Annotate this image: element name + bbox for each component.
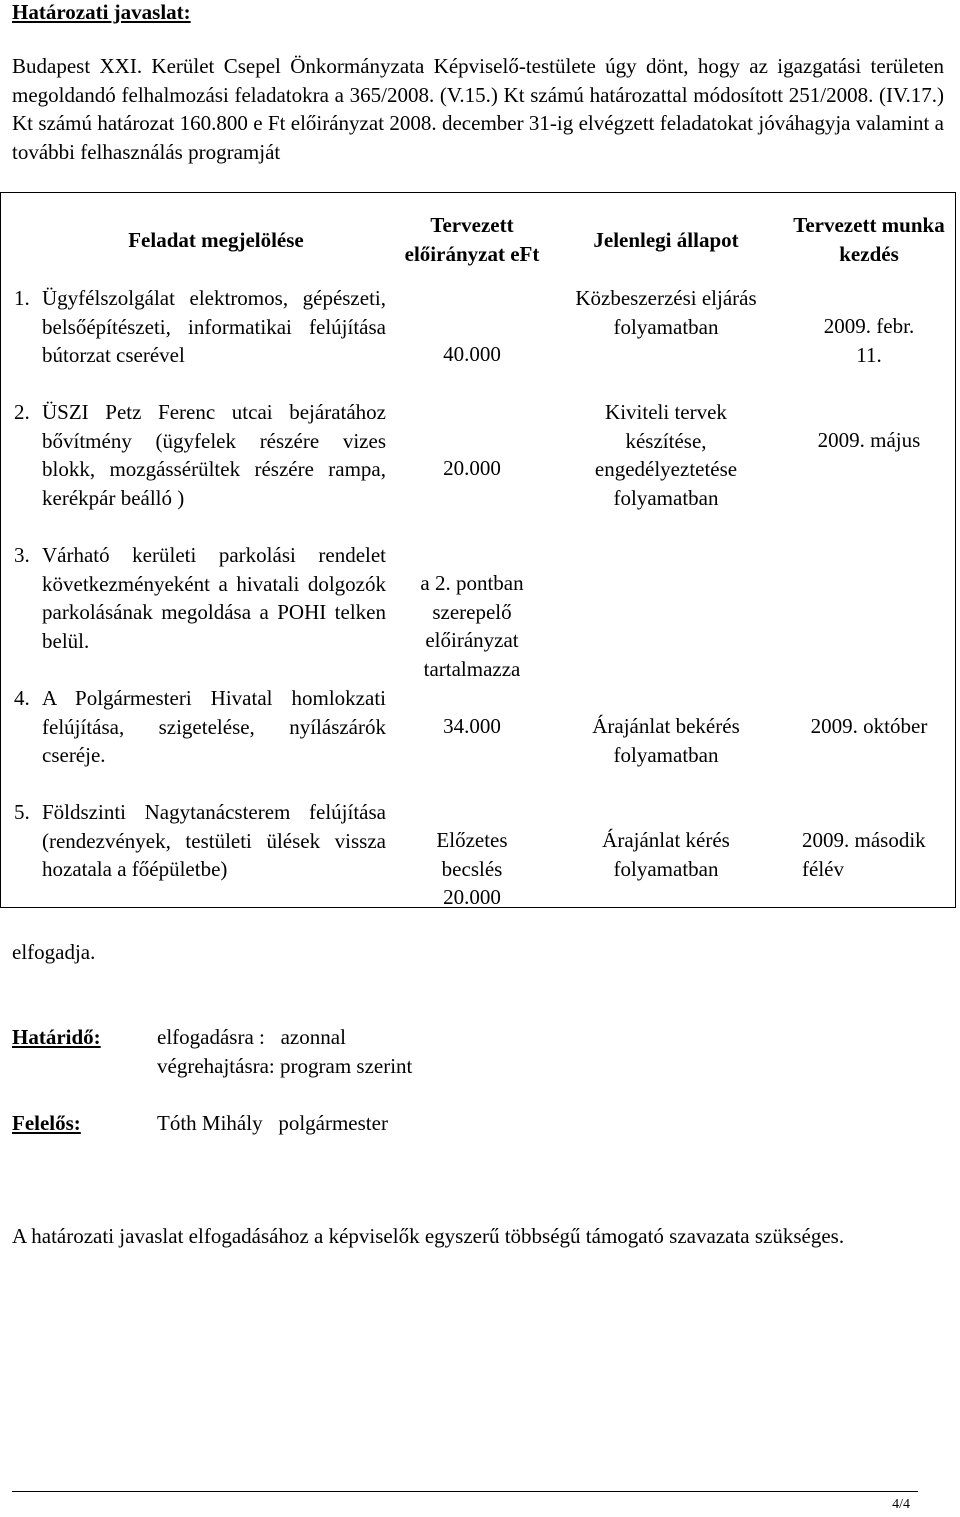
- header-status: Jelenlegi állapot: [593, 227, 739, 252]
- row-status: [552, 798, 780, 912]
- deadline-line-2: végrehajtásra: program szerint: [157, 1053, 413, 1078]
- proposal-heading: Határozati javaslat:: [12, 0, 191, 24]
- row-start-value: 2009. május: [817, 428, 921, 452]
- row-start: [780, 541, 958, 684]
- row-budget-value: 40.000: [443, 342, 501, 366]
- row-start: [780, 398, 958, 541]
- table-row: [0, 684, 958, 798]
- row-budget: [392, 541, 552, 684]
- page-number: 4/4: [892, 1497, 910, 1512]
- header-task: Feladat megjelölése: [128, 227, 304, 252]
- table-row: [0, 284, 958, 398]
- row-number: 5.: [14, 800, 30, 824]
- row-budget: [392, 284, 552, 398]
- row-budget-value: 20.000: [443, 456, 501, 480]
- row-start: [780, 284, 958, 398]
- row-start: [780, 798, 958, 912]
- deadline-values: [157, 1023, 412, 1080]
- row-start-value: 2009. október: [810, 714, 928, 738]
- row-task: Földszinti Nagytanácsterem felújítása (rendezvények, testületi ülések vissza hozatala a főépületbe): [42, 800, 386, 882]
- footer-divider: [12, 1491, 918, 1492]
- row-number: 2.: [14, 400, 30, 424]
- row-budget-value: Előzetes becslés 20.000: [436, 828, 508, 910]
- row-status: [552, 398, 780, 541]
- row-status: Közbeszerzési eljárás folyamatban: [575, 286, 757, 339]
- task-table: [0, 196, 958, 912]
- closing-paragraph: A határozati javaslat elfogadásához a képviselők egyszerű többségű támogató szavazata szükséges.: [12, 1224, 845, 1248]
- row-start-value: 2009. febr. 11.: [823, 314, 915, 367]
- table-header-row: [0, 196, 958, 284]
- row-status-value: Árajánlat bekérés folyamatban: [592, 714, 740, 767]
- row-budget-value: a 2. pontban szerepelő előirányzat tartalmazza: [420, 571, 524, 681]
- row-budget-value: 34.000: [443, 714, 501, 738]
- deadline-line-1: elfogadásra : azonnal: [157, 1025, 346, 1049]
- row-budget: [392, 798, 552, 912]
- row-task: A Polgármesteri Hivatal homlokzati felújítása, szigetelése, nyílászárók cseréje.: [42, 686, 386, 768]
- row-status-value: Árajánlat kérés folyamatban: [602, 828, 730, 881]
- accepted-text: elfogadja.: [12, 940, 96, 964]
- row-number: 4.: [14, 686, 30, 710]
- row-budget: [392, 398, 552, 541]
- row-budget: [392, 684, 552, 798]
- header-budget: Tervezett előirányzat eFt: [404, 213, 540, 266]
- row-number: 1.: [14, 286, 30, 310]
- table-row: [0, 541, 958, 684]
- row-task: ÜSZI Petz Ferenc utcai bejáratához bővítmény (ügyfelek részére vizes blokk, mozgássérültek részére rampa, kerékpár beálló ): [42, 400, 386, 510]
- responsible-value: Tóth Mihály polgármester: [157, 1111, 388, 1135]
- header-start: Tervezett munka kezdés: [793, 213, 945, 266]
- row-number: 3.: [14, 543, 30, 567]
- table-row: [0, 798, 958, 912]
- row-start: [780, 684, 958, 798]
- row-start-value: 2009. második félév: [802, 828, 926, 881]
- table-row: [0, 398, 958, 541]
- row-status-value: Kiviteli tervek készítése, engedélyeztetése folyamatban: [594, 400, 738, 510]
- row-task: Ügyfélszolgálat elektromos, gépészeti, belsőépítészeti, informatikai felújítása bútorzat cserével: [42, 286, 386, 368]
- intro-paragraph: Budapest XXI. Kerület Csepel Önkormányzata Képviselő-testülete úgy dönt, hogy az igazgatási területen megoldandó felhalmozási feladatokra a 365/2008. (V.15.) Kt számú határozattal módosított 251/2008. (IV.17.) Kt számú határozat 160.800 e Ft előirányzat 2008. december 31-ig elvégzett feladatokat jóváhagyja valamint a további felhasználás programját: [12, 54, 944, 164]
- row-status: [552, 541, 780, 684]
- deadline-label: Határidő:: [12, 1025, 101, 1049]
- row-status: [552, 684, 780, 798]
- responsible-label: Felelős:: [12, 1111, 81, 1135]
- row-task: Várható kerületi parkolási rendelet következményeként a hivatali dolgozók parkolásának megoldása a POHI telken belül.: [42, 543, 386, 653]
